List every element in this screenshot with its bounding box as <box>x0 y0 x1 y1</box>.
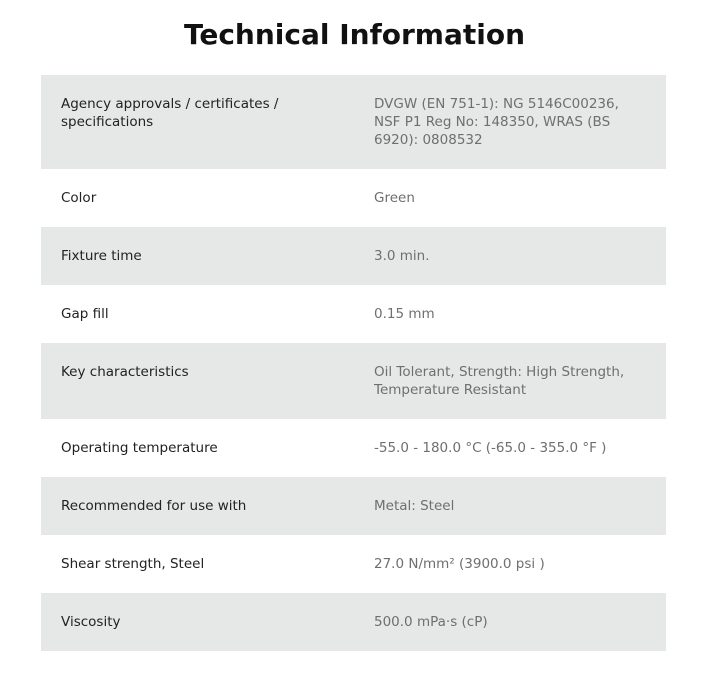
row-label: Key characteristics <box>61 364 189 380</box>
row-label: Color <box>61 190 97 206</box>
table-row <box>41 285 666 343</box>
row-label: Shear strength, Steel <box>61 556 205 572</box>
row-value: DVGW (EN 751-1): NG 5146C00236, NSF P1 Reg No: 148350, WRAS (BS 6920): 0808532 <box>374 96 619 148</box>
table-row <box>41 227 666 285</box>
row-value: -55.0 - 180.0 °C (-65.0 - 355.0 °F ) <box>374 440 607 456</box>
row-value: 0.15 mm <box>374 306 435 322</box>
table-row <box>41 535 666 593</box>
row-label: Recommended for use with <box>61 498 247 514</box>
row-value: 3.0 min. <box>374 248 430 264</box>
table-row <box>41 343 666 419</box>
row-value: 500.0 mPa·s (cP) <box>374 614 488 630</box>
technical-info-table <box>41 75 666 651</box>
row-value: Metal: Steel <box>374 498 455 514</box>
row-label: Gap fill <box>61 306 109 322</box>
row-label: Viscosity <box>61 614 121 630</box>
table-row <box>41 593 666 651</box>
row-value: Oil Tolerant, Strength: High Strength, Temperature Resistant <box>374 364 625 398</box>
page-title: Technical Information <box>183 18 526 51</box>
table-row <box>41 75 666 169</box>
row-label: Operating temperature <box>61 440 218 456</box>
row-value: 27.0 N/mm² (3900.0 psi ) <box>374 556 545 572</box>
table-row <box>41 169 666 227</box>
row-label: Agency approvals / certificates / specifications <box>61 96 279 130</box>
table-row <box>41 419 666 477</box>
table-row <box>41 477 666 535</box>
row-label: Fixture time <box>61 248 142 264</box>
row-value: Green <box>374 190 415 206</box>
